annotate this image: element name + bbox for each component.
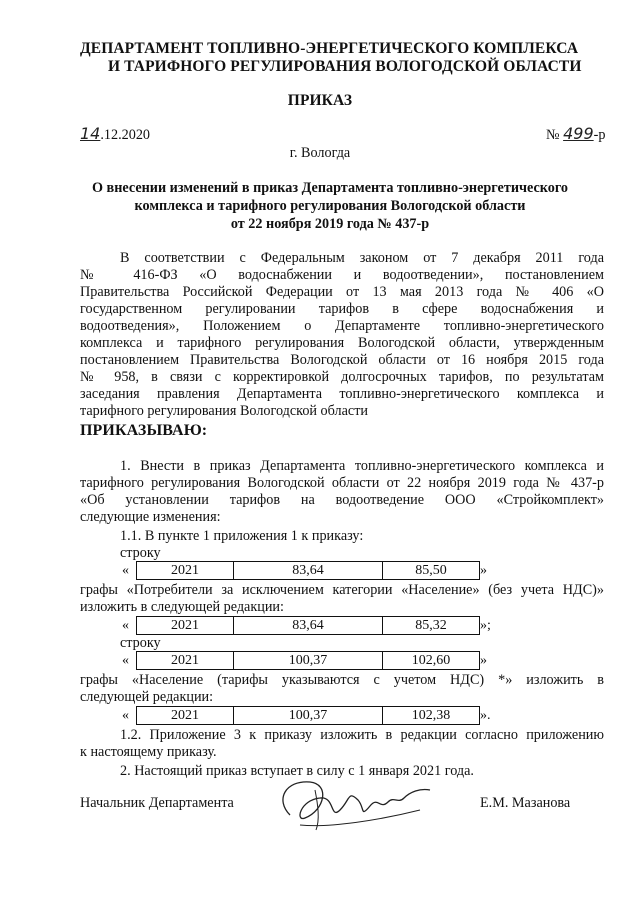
stroku-label: строку: [120, 635, 161, 651]
date-day-handwritten: 14: [80, 124, 101, 143]
subject-line2: комплекса и тарифного регулирования Вологодской области: [134, 198, 526, 214]
tariff-value-cell: 102,38: [383, 707, 480, 725]
preamble-line: № 958, в связи с корректировкой долгосрочных тарифов, по результатам: [80, 369, 604, 385]
tariff-year-cell: 2021: [137, 707, 234, 725]
tariff-row-table: [136, 616, 480, 635]
order-word: ПРИКАЗЫВАЮ:: [80, 422, 208, 439]
item1-line: тарифного регулирования Вологодской области от 22 ноября 2019 года № 437-р: [80, 475, 604, 491]
preamble-line: № 416-ФЗ «О водоснабжении и водоотведении», постановлением: [80, 267, 604, 283]
item1-line: «Об установлении тарифов на водоотведение ООО «Стройкомплект»: [80, 492, 604, 508]
order-date: [80, 124, 150, 144]
tariff-row-table: [136, 561, 480, 580]
preamble-line: Правительства Российской Федерации от 13 мая 2013 года № 406 «О: [80, 284, 604, 300]
date-rest: .12.2020: [100, 127, 151, 143]
tariff-year-cell: 2021: [137, 652, 234, 670]
grafy-population: графы «Население (тарифы указываются с учетом НДС) *» изложить в: [80, 672, 604, 688]
tariff-value-cell: 102,60: [383, 652, 480, 670]
tariff-year-cell: 2021: [137, 562, 234, 580]
number-handwritten: 499: [563, 124, 594, 143]
tariff-value-cell: 83,64: [234, 562, 383, 580]
tariff-row-table: [136, 651, 480, 670]
tariff-value-cell: 85,32: [383, 617, 480, 635]
grafy-consumers: графы «Потребители за исключением категории «Население» (без учета НДС)»: [80, 582, 604, 598]
tariff-row-table: [136, 706, 480, 725]
preamble-line: государственном регулировании тарифов в сфере водоснабжения и: [80, 301, 604, 317]
stroku-label: строку: [120, 545, 161, 561]
item1-2-line: к настоящему приказу.: [80, 744, 217, 760]
sled-red-label: следующей редакции:: [80, 689, 214, 705]
quote-close: »;: [480, 618, 491, 633]
preamble-line: комплекса и тарифного регулирования Вологодской области, утвержденным: [80, 335, 604, 351]
department-header-line2: И ТАРИФНОГО РЕГУЛИРОВАНИЯ ВОЛОГОДСКОЙ ОБЛАСТИ: [108, 58, 582, 75]
subject-line3: от 22 ноября 2019 года № 437-р: [230, 216, 430, 232]
item1-2-line: 1.2. Приложение 3 к приказу изложить в редакции согласно приложению: [120, 727, 604, 743]
department-header-line1: ДЕПАРТАМЕНТ ТОПЛИВНО-ЭНЕРГЕТИЧЕСКОГО КОМПЛЕКСА: [80, 40, 579, 57]
item2-line: 2. Настоящий приказ вступает в силу с 1 января 2021 года.: [120, 763, 474, 779]
preamble-line: тарифного регулирования Вологодской области: [80, 403, 368, 419]
tariff-value-cell: 83,64: [234, 617, 383, 635]
quote-close: »: [480, 563, 487, 578]
number-prefix: №: [546, 127, 560, 143]
preamble-line: постановлением Правительства Вологодской области от 16 ноября 2015 года: [80, 352, 604, 368]
signature-position: Начальник Департамента: [80, 795, 234, 811]
quote-open: «: [122, 653, 129, 668]
item1-1-heading: 1.1. В пункте 1 приложения 1 к приказу:: [120, 528, 364, 544]
item1-line: следующие изменения:: [80, 509, 221, 525]
order-number: [546, 124, 605, 144]
quote-open: «: [122, 708, 129, 723]
preamble-line: водоотведения», Положением о Департаменте топливно-энергетического: [80, 318, 604, 334]
tariff-value-cell: 85,50: [383, 562, 480, 580]
preamble-line: заседания правления Департамента топливно-энергетического комплекса и: [80, 386, 604, 402]
quote-close: »: [480, 653, 487, 668]
quote-close: ».: [480, 708, 491, 723]
quote-open: «: [122, 563, 129, 578]
number-suffix: -р: [593, 127, 606, 143]
quote-open: «: [122, 618, 129, 633]
item1-line: 1. Внести в приказ Департамента топливно-энергетического комплекса и: [120, 458, 604, 474]
tariff-year-cell: 2021: [137, 617, 234, 635]
subject-line1: О внесении изменений в приказ Департамента топливно-энергетического: [91, 180, 569, 196]
signature-name: Е.М. Мазанова: [480, 795, 571, 811]
handwritten-signature: [270, 770, 450, 840]
order-title: ПРИКАЗ: [287, 92, 353, 109]
city: г. Вологда: [289, 145, 351, 161]
tariff-value-cell: 100,37: [234, 652, 383, 670]
tariff-value-cell: 100,37: [234, 707, 383, 725]
izlozhit-label: изложить в следующей редакции:: [80, 599, 284, 615]
preamble-line: В соответствии с Федеральным законом от 7 декабря 2011 года: [120, 250, 604, 266]
